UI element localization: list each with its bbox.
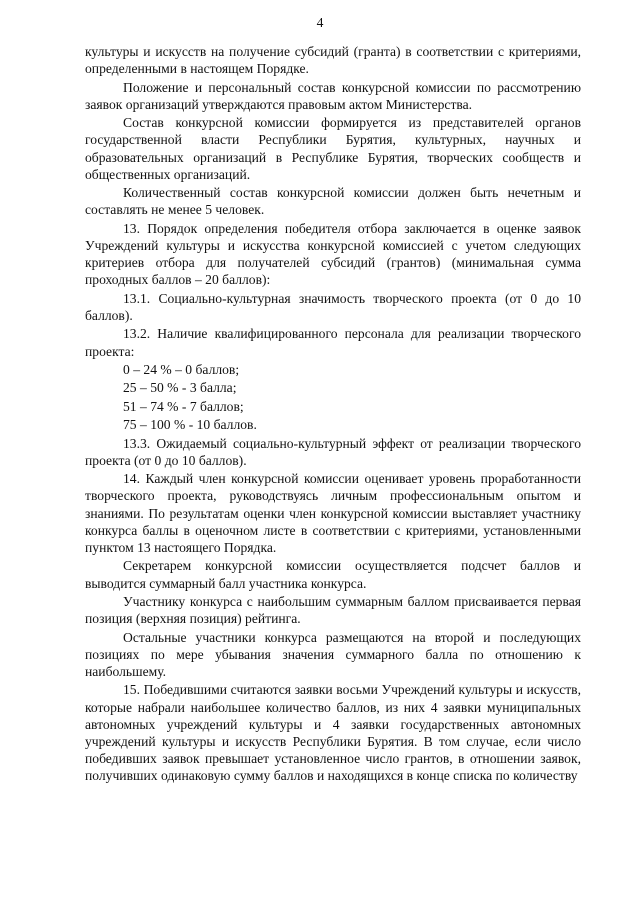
paragraph: Остальные участники конкурса размещаются на второй и последующих позициях по мере убывания значения суммарного балла по отношению к наибольшему. xyxy=(85,629,581,679)
list-item: 25 – 50 % - 3 балла; xyxy=(123,380,237,396)
paragraph: 13.3. Ожидаемый социально-культурный эффект от реализации творческого проекта (от 0 до 10 баллов). xyxy=(85,435,581,468)
paragraph: 13.2. Наличие квалифицированного персонала для реализации творческого проекта: xyxy=(85,326,581,359)
paragraph: Состав конкурсной комиссии формируется из представителей органов государственной власти Республики Бурятия, культурных, научных и образовательных организаций в Республике Бурятия, творческих сообществ и общественных организаций. xyxy=(85,115,581,182)
paragraph: 14. Каждый член конкурсной комиссии оценивает уровень проработанности творческого проекта, руководствуясь личным профессиональным опытом и знаниями. По результатам оценки член конкурсной комиссии выставляет участнику конкурса баллы в оценочном листе в соответствии с критериями, установленными пунктом 13 настоящего Порядка. xyxy=(85,471,581,555)
document-body xyxy=(85,43,581,786)
paragraph: 13.1. Социально-культурная значимость творческого проекта (от 0 до 10 баллов). xyxy=(85,290,581,323)
paragraph: Участнику конкурса с наибольшим суммарным баллом присваивается первая позиция (верхняя позиция) рейтинга. xyxy=(85,593,581,627)
paragraph: Положение и персональный состав конкурсной комиссии по рассмотрению заявок организаций утверждаются правовым актом Министерства. xyxy=(85,79,581,112)
paragraph: 15. Победившими считаются заявки восьми Учреждений культуры и искусств, которые набрали наибольшее количество баллов, из них 4 заявки муниципальных автономных учреждений культуры и 4 заявки государственных автономных учреждений культуры и искусств Республики Бурятия. В том случае, если число победивших заявок превышает установленное число грантов, в отношении заявок, получивших одинаковую сумму баллов и находящихся в конце списка по количеству xyxy=(85,682,581,784)
paragraph: Секретарем конкурсной комиссии осуществляется подсчет баллов и выводится суммарный балл участника конкурса. xyxy=(85,558,581,591)
page-number: 4 xyxy=(316,15,324,30)
list-item: 0 – 24 % – 0 баллов; xyxy=(123,361,240,377)
paragraph: Количественный состав конкурсной комиссии должен быть нечетным и составлять не менее 5 человек. xyxy=(85,185,581,218)
paragraph: культуры и искусств на получение субсидий (гранта) в соответствии с критериями, определенными в настоящем Порядке. xyxy=(85,44,581,77)
list-item: 51 – 74 % - 7 баллов; xyxy=(123,398,244,414)
list-item: 75 – 100 % - 10 баллов. xyxy=(123,417,257,433)
score-list xyxy=(85,361,581,433)
paragraph: 13. Порядок определения победителя отбора заключается в оценке заявок Учреждений культуры и искусства конкурсной комиссией с учетом следующих критериев отбора для получателей субсидий (грантов) (минимальная сумма проходных баллов – 20 баллов): xyxy=(85,220,581,288)
